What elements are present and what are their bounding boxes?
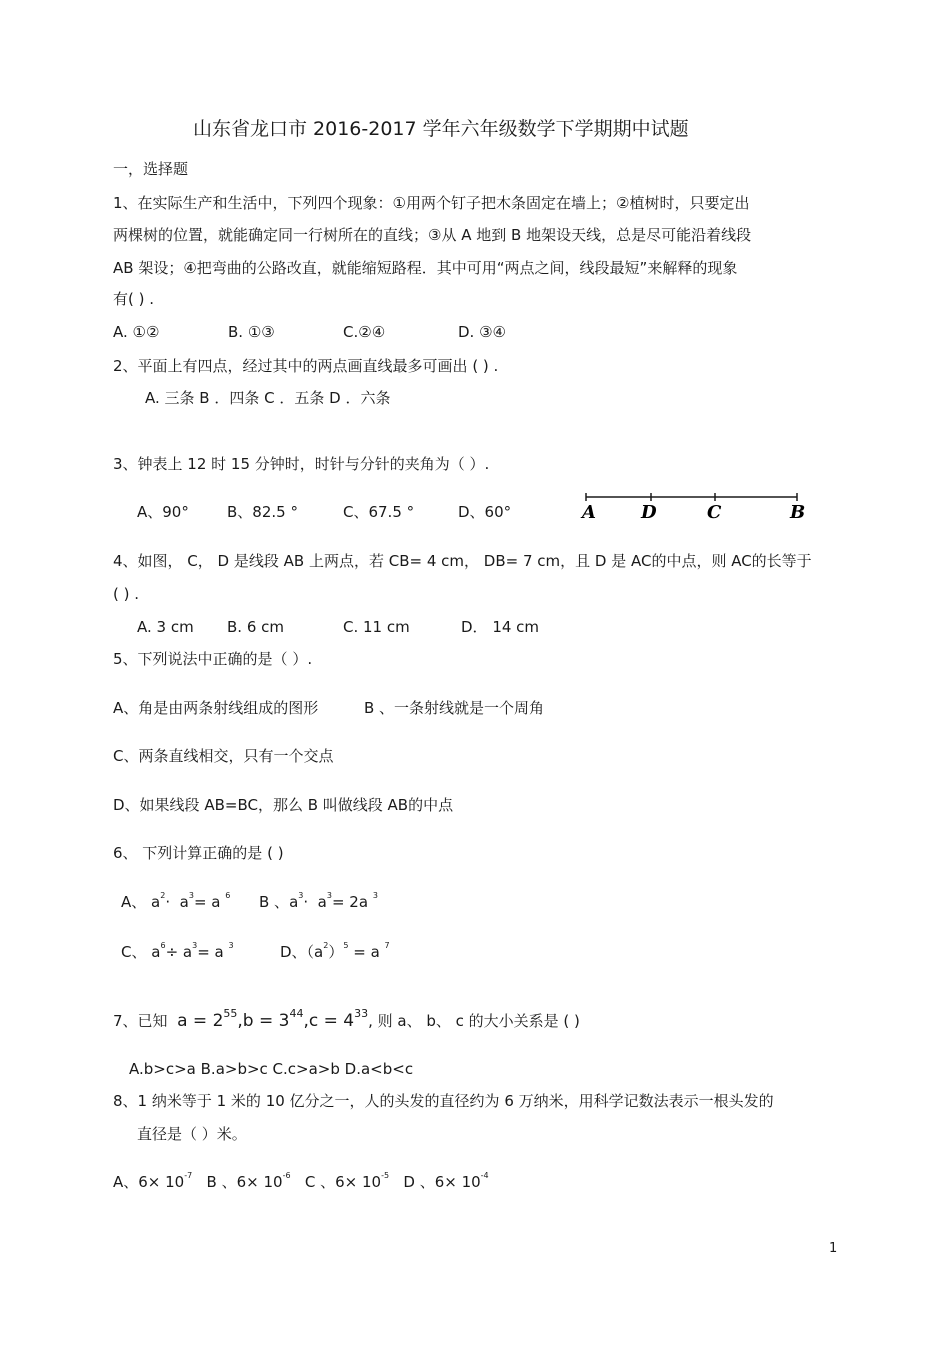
segment-diagram	[575, 488, 810, 524]
point-label-a: A	[582, 502, 596, 523]
q5-stem: 5、下列说法中正确的是（ ）.	[113, 650, 313, 668]
q4-option-b: B. 6 cm	[227, 618, 284, 636]
point-label-b: B	[790, 502, 806, 523]
q8-line2: 直径是（ ）米。	[137, 1125, 247, 1143]
q4-option-a: A. 3 cm	[137, 618, 194, 636]
q7-stem: 7、已知 $a = 2^{55},b = 3^{44},c = 4^{33}$, 则 a、 b、 c 的大小关系是 ( )	[113, 1007, 580, 1031]
q7-options: A.b>c>a B.a>b>c C.c>a>b D.a<b<c	[129, 1060, 414, 1078]
q3-option-b: B、82.5 °	[227, 503, 298, 521]
q7-a-eq: a = 2	[177, 1011, 224, 1031]
q2-options: A. 三条 B ．四条 C ．五条 D ．六条	[145, 389, 391, 407]
q5-option-c: C、两条直线相交，只有一个交点	[113, 747, 334, 765]
section-heading: 一，选择题	[113, 160, 189, 178]
q6-option-b: B 、$a^3\cdot a^3= 2a$ $^3$	[259, 891, 378, 911]
q1-line3: AB 架设；④把弯曲的公路改直，就能缩短路程．其中可用“两点之间，线段最短”来解释的现象	[113, 259, 738, 277]
q3-option-a: A、90°	[137, 503, 189, 521]
document-title: 山东省龙口市 2016-2017 学年六年级数学下学期期中试题	[193, 118, 689, 140]
q8-option-a: A、$6\times 10^{-7}$	[113, 1171, 193, 1191]
q8-option-b: B 、$6\times 10^{-6}$	[206, 1171, 291, 1191]
q4-option-c: C. 11 cm	[343, 618, 410, 636]
q6-option-c: C、 $a^6\div a^3= a$ $^3$	[121, 941, 234, 961]
q8-option-d: D 、$6\times 10^{-4}$	[403, 1171, 489, 1191]
q4-option-d: D． 14 cm	[461, 618, 540, 636]
q6-option-a: A、 $a^2\cdot a^3= a$ $^6$	[121, 891, 231, 911]
q2-stem: 2、平面上有四点，经过其中的两点画直线最多可画出 ( ) .	[113, 357, 499, 375]
q6-stem: 6、 下列计算正确的是 ( )	[113, 844, 284, 862]
q1-line1: 1、在实际生产和生活中，下列四个现象：①用两个钉子把木条固定在墙上；②植树时，只要定出	[113, 194, 750, 212]
q3-option-d: D、60°	[458, 503, 512, 521]
q1-line4: 有( ) .	[113, 290, 155, 308]
q5-option-d: D、如果线段 AB=BC，那么 B 叫做线段 AB的中点	[113, 796, 454, 814]
point-label-c: C	[707, 502, 722, 523]
q7-c-eq: ,c = 4	[303, 1011, 355, 1031]
q4-line1: 4、如图， C， D 是线段 AB 上两点，若 CB= 4 cm， DB= 7 cm，且 D 是 AC的中点，则 AC的长等于	[113, 552, 812, 570]
q8-line1: 8、1 纳米等于 1 米的 10 亿分之一，人的头发的直径约为 6 万纳米，用科学记数法表示一根头发的	[113, 1092, 774, 1110]
q1-option-b: B. ①③	[228, 323, 275, 341]
page-number: 1	[829, 1241, 838, 1256]
q1-option-c: C.②④	[343, 323, 386, 341]
q8-options	[113, 1173, 489, 1191]
q5-option-a: A、角是由两条射线组成的图形	[113, 699, 319, 717]
q1-option-a: A. ①②	[113, 323, 160, 341]
q1-option-d: D. ③④	[458, 323, 506, 341]
q4-line2: ( ) .	[113, 585, 140, 603]
q7-b-eq: ,b = 3	[237, 1011, 290, 1031]
q3-option-c: C、67.5 °	[343, 503, 415, 521]
q1-line2: 两棵树的位置，就能确定同一行树所在的直线；③从 A 地到 B 地架设天线，总是尽可能沿着线段	[113, 226, 752, 244]
q6-option-d: D、$(a^2)^5 = a$ $^7$	[280, 941, 390, 961]
q5-option-b: B 、一条射线就是一个周角	[364, 699, 545, 717]
q3-stem: 3、钟表上 12 时 15 分钟时，时针与分针的夹角为（ ）.	[113, 455, 490, 473]
q8-option-c: C 、$6\times 10^{-5}$	[304, 1171, 390, 1191]
point-label-d: D	[641, 502, 657, 523]
